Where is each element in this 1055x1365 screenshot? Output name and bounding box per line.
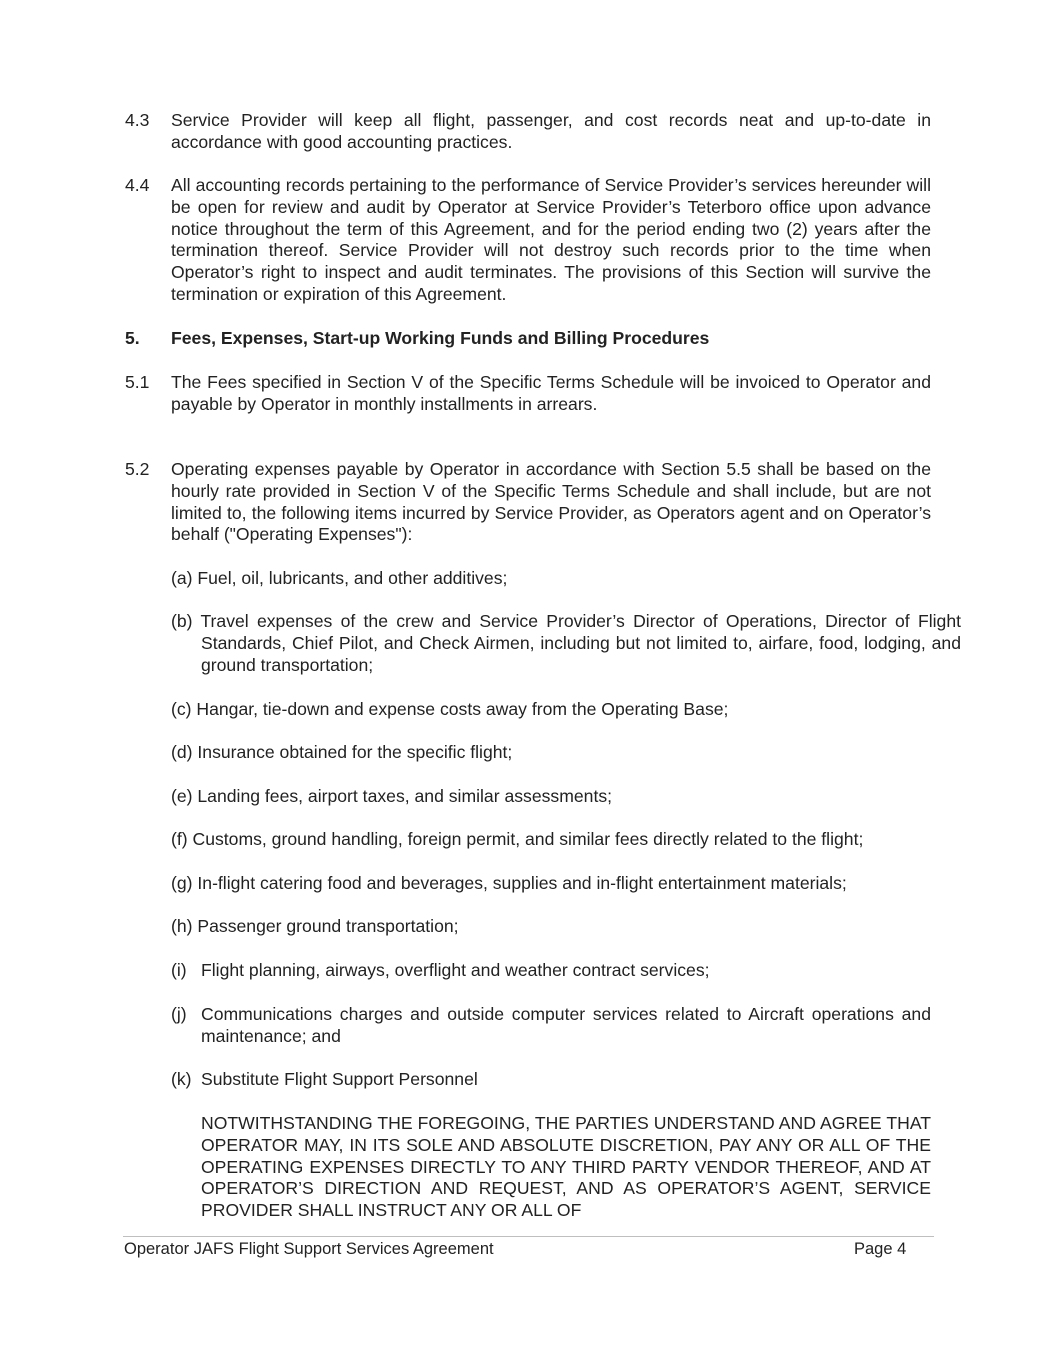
- section-number: 4.3: [125, 110, 150, 130]
- section-number: 5.2: [125, 459, 150, 479]
- expense-item-d: (d) Insurance obtained for the specific flight;: [171, 742, 513, 762]
- expense-item-e: (e) Landing fees, airport taxes, and similar assessments;: [171, 786, 613, 806]
- expense-item-b: (b) Travel expenses of the crew and Service Provider’s Director of Operations, Director of Flight Standards, Chief Pilot, and Check Airmen, including but not limited to, airfare, food, lodging, and ground transportation;: [171, 611, 961, 675]
- section-number: 4.4: [125, 175, 150, 195]
- expense-item-f: (f) Customs, ground handling, foreign permit, and similar fees directly related to the flight;: [171, 829, 864, 849]
- item-label: (i): [171, 960, 187, 980]
- expense-item-j: [171, 1004, 931, 1048]
- footer-document-title: Operator JAFS Flight Support Services Agreement: [124, 1240, 494, 1258]
- footer-divider: [123, 1236, 934, 1237]
- item-label: (j): [171, 1004, 187, 1024]
- expense-item-h: (h) Passenger ground transportation;: [171, 916, 459, 936]
- expense-item-g: (g) In-flight catering food and beverages, supplies and in-flight entertainment materials;: [171, 873, 847, 893]
- section-text: Operating expenses payable by Operator in accordance with Section 5.5 shall be based on the hourly rate provided in Section V of the Specific Terms Schedule and shall include, but are not limited to, the following items incurred by Service Provider, as Operators agent and on Operator’s behalf ("Operating Expenses"):: [171, 459, 931, 545]
- section-5-1: [125, 372, 931, 416]
- section-text: The Fees specified in Section V of the Specific Terms Schedule will be invoiced to Operator and payable by Operator in monthly installments in arrears.: [171, 372, 931, 414]
- expense-item-a: (a) Fuel, oil, lubricants, and other additives;: [171, 568, 508, 588]
- section-5-2: [125, 459, 931, 546]
- expense-item-k: [171, 1069, 931, 1091]
- section-text: Service Provider will keep all flight, passenger, and cost records neat and up-to-date in accordance with good accounting practices.: [171, 110, 931, 152]
- item-label: (k): [171, 1069, 192, 1089]
- item-text: Communications charges and outside computer services related to Aircraft operations and maintenance; and: [201, 1004, 931, 1046]
- section-5-heading: [125, 328, 931, 350]
- item-text: Flight planning, airways, overflight and weather contract services;: [201, 960, 710, 980]
- section-number: 5.1: [125, 372, 150, 392]
- section-text: All accounting records pertaining to the performance of Service Provider’s services hereunder will be open for review and audit by Operator at Service Provider’s Teterboro office upon advance notice throughout the term of this Agreement, and for the period ending two (2) years after the termination thereof. Service Provider will not destroy such records prior to the time when Operator’s right to inspect and audit terminates. The provisions of this Section will survive the termination or expiration of this Agreement.: [171, 175, 931, 304]
- item-text: Substitute Flight Support Personnel: [201, 1069, 478, 1089]
- expense-item-c: (c) Hangar, tie-down and expense costs away from the Operating Base;: [171, 699, 729, 719]
- section-4-4: [125, 175, 931, 306]
- section-4-3: [125, 110, 931, 154]
- expense-item-i: [171, 960, 931, 982]
- section-number: 5.: [125, 328, 140, 348]
- footer-page-number: Page 4: [854, 1240, 907, 1258]
- notwithstanding-paragraph: NOTWITHSTANDING THE FOREGOING, THE PARTIES UNDERSTAND AND AGREE THAT OPERATOR MAY, IN ITS SOLE AND ABSOLUTE DISCRETION, PAY ANY OR ALL OF THE OPERATING EXPENSES DIRECTLY TO ANY THIRD PARTY VENDOR THEREOF, AND AT OPERATOR’S DIRECTION AND REQUEST, AND AS OPERATOR’S AGENT, SERVICE PROVIDER SHALL INSTRUCT ANY OR ALL OF: [201, 1113, 931, 1221]
- section-title: Fees, Expenses, Start-up Working Funds and Billing Procedures: [171, 328, 710, 348]
